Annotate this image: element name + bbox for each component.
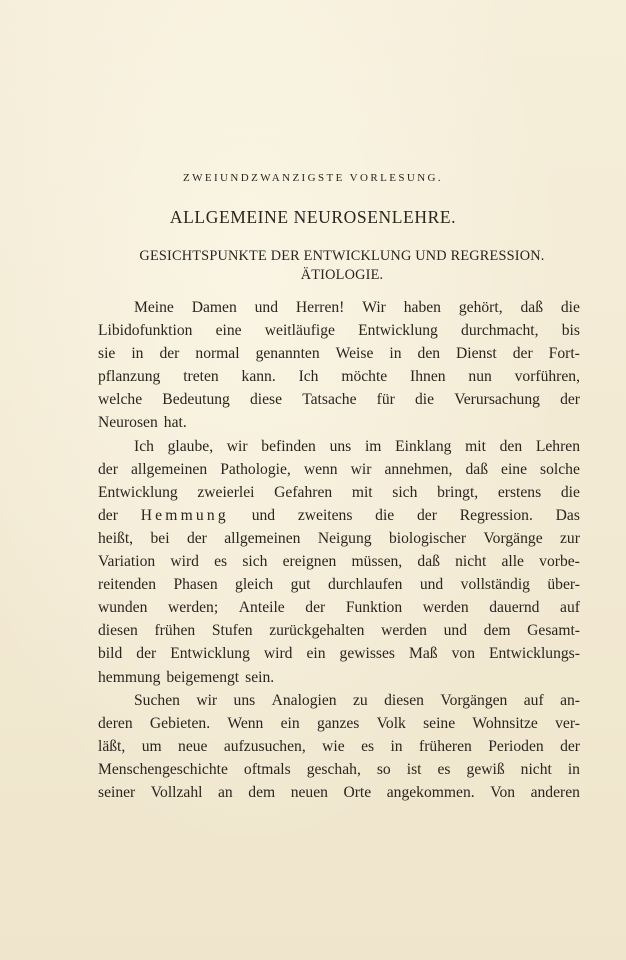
word: Fort- [548, 345, 580, 363]
word: Verursachung [454, 391, 540, 409]
word: vollständig [460, 576, 530, 594]
word: frühen [154, 622, 196, 640]
word: gut [290, 576, 311, 594]
word: erstens [497, 483, 542, 501]
word: oftmals [243, 760, 291, 778]
word: möchte [341, 368, 388, 386]
text-line [98, 319, 580, 342]
word: haben [403, 299, 441, 316]
word: Vorgänge [483, 529, 543, 547]
word: uns [233, 691, 256, 709]
word: Lehren [535, 437, 580, 455]
word: wir [350, 460, 372, 478]
word: heißt, [98, 529, 134, 547]
word: eine [215, 322, 242, 340]
word: und [251, 506, 276, 524]
word: diesen [98, 622, 138, 640]
word: nicht [520, 760, 552, 778]
text-line [98, 781, 580, 804]
word: im [364, 437, 382, 455]
word: der [98, 460, 118, 478]
word: Entwicklung [98, 483, 178, 501]
text-line [98, 296, 580, 319]
word: ist [406, 760, 422, 778]
text-line [98, 712, 580, 735]
word: treten [183, 368, 219, 386]
word: weitläufige [264, 322, 335, 340]
word: dem [483, 622, 511, 640]
text-line [98, 550, 580, 573]
text-line [98, 573, 580, 596]
word: auf [523, 691, 544, 709]
word: pflanzung [98, 368, 161, 386]
word: Phasen [173, 576, 218, 594]
word: geschah, [306, 760, 361, 778]
word: wir [226, 437, 248, 455]
word: seine [423, 714, 456, 732]
word: die [375, 506, 395, 524]
word: und [443, 622, 467, 640]
word: Bedeutung [162, 391, 230, 409]
word: welche [98, 391, 143, 409]
word: deren [98, 714, 133, 732]
word: beigemengt [166, 668, 240, 686]
word: glaube, [167, 437, 214, 455]
word: Funktion [345, 599, 403, 617]
word: von [451, 645, 475, 663]
word: dauernd [489, 599, 540, 617]
word: ganzes [316, 714, 360, 732]
text-line [98, 481, 580, 504]
word: zu [352, 691, 368, 709]
word: solche [540, 460, 580, 478]
word: Meine [134, 299, 174, 316]
word: Weise [335, 345, 374, 363]
word: Gesamt- [527, 622, 580, 640]
word: der [98, 506, 118, 524]
word: neue [178, 737, 208, 755]
word: Entwicklung [170, 645, 250, 663]
word: den [417, 345, 441, 363]
word: Perioden [488, 737, 544, 755]
word: vorbe- [539, 553, 580, 571]
text-line [98, 435, 580, 458]
word: Wohnsitze [472, 714, 538, 732]
word: der [512, 345, 533, 363]
word: ein [280, 714, 300, 732]
word: nun [468, 368, 492, 386]
word: bringt, [437, 483, 479, 501]
word: in [567, 760, 580, 778]
word: mit [351, 483, 373, 501]
chapter-subtitle: GESICHTSPUNKTE DER ENTWICKLUNG UND REGRESSION. ÄTIOLOGIE. [139, 248, 545, 283]
word: der [186, 529, 207, 547]
word: sich [392, 483, 418, 501]
text-line [98, 458, 580, 481]
word: es [437, 760, 451, 778]
word: die [560, 483, 580, 501]
word: werden; [167, 599, 219, 617]
word: Entwicklungs- [488, 645, 580, 663]
word: reitenden [98, 576, 157, 594]
word: Volk [376, 714, 406, 732]
text-line [98, 666, 580, 689]
text-line [98, 596, 580, 619]
word: und [254, 299, 279, 316]
word: Gefahren [274, 483, 333, 501]
word: bei [150, 529, 170, 547]
word: Herren! [295, 299, 345, 316]
text-line [98, 504, 580, 527]
word: zweierlei [197, 483, 255, 501]
word: vorführen, [514, 368, 580, 386]
word: Variation [98, 553, 156, 571]
word: der [136, 645, 157, 663]
word: Analogien [271, 691, 337, 709]
word: für [376, 391, 395, 409]
lecture-heading: ZWEIUNDZWANZIGSTE VORLESUNG. [182, 172, 444, 184]
word: genannten [255, 345, 320, 363]
word: daß [465, 460, 488, 478]
word: Damen [191, 299, 237, 316]
word: angekommen. [386, 783, 475, 801]
word: Orte [343, 783, 372, 801]
word: eine [501, 460, 528, 478]
word: biologischer [388, 529, 467, 547]
body-text [98, 296, 580, 804]
word: die [414, 391, 435, 409]
word: Wir [362, 299, 386, 316]
word: allgemeinen [130, 460, 208, 478]
word: gewiß [466, 760, 505, 778]
paragraph-1 [98, 296, 580, 435]
word: Ich [134, 437, 154, 455]
word: in [389, 345, 402, 363]
word: Suchen [134, 691, 180, 709]
word: so [376, 760, 391, 778]
word: aufzusuchen, [223, 737, 306, 755]
word: Von [490, 783, 516, 801]
word: annehmen, [384, 460, 453, 478]
word: daß [417, 553, 440, 571]
word: die [560, 299, 580, 316]
word: den [499, 437, 523, 455]
word: Ich [298, 368, 319, 386]
word: zweitens [297, 506, 353, 524]
word: sein. [245, 668, 275, 686]
word: Das [555, 506, 580, 524]
word: wie [322, 737, 345, 755]
word: alle [501, 553, 524, 571]
paragraph-3 [98, 689, 580, 804]
word: an- [560, 691, 580, 709]
word: Dienst [456, 345, 497, 363]
word: kann. [241, 368, 276, 386]
word: Vorgängen [440, 691, 508, 709]
word: dem [248, 783, 276, 801]
word: der [560, 391, 580, 409]
text-line [98, 735, 580, 758]
word: Anteile [238, 599, 285, 617]
word: wir [196, 691, 218, 709]
word: auf [560, 599, 580, 617]
word: Maß [409, 645, 438, 663]
word: Neigung [317, 529, 372, 547]
word: wenn [303, 460, 338, 478]
word: wird [263, 645, 293, 663]
word: bild [98, 645, 123, 663]
word: Regression. [459, 506, 533, 524]
word: läßt, [98, 737, 126, 755]
word: bis [561, 322, 580, 340]
word: durchlaufen [327, 576, 403, 594]
word: durchmacht, [461, 322, 539, 340]
word: gleich [235, 576, 274, 594]
text-line [98, 689, 580, 712]
word: Tatsache [302, 391, 357, 409]
word: diese [250, 391, 283, 409]
word: der [159, 345, 180, 363]
word: gehört, [458, 299, 503, 316]
word: der [560, 737, 580, 755]
word: Stufen [211, 622, 253, 640]
word: und [419, 576, 444, 594]
word: hemmung [98, 668, 161, 686]
word: über- [547, 576, 580, 594]
word: in [131, 345, 144, 363]
word: Entwicklung [358, 322, 438, 340]
text-line [98, 365, 580, 388]
word: werden [381, 622, 427, 640]
text-line [98, 411, 580, 434]
word: der [305, 599, 326, 617]
word: Wenn [227, 714, 264, 732]
text-line [98, 642, 580, 665]
word: seiner [98, 783, 136, 801]
word: ein [306, 645, 326, 663]
word: befinden [261, 437, 316, 455]
word: Neurosen [98, 414, 158, 432]
word: daß [520, 299, 543, 316]
word: Pathologie, [220, 460, 291, 478]
word: es [214, 553, 228, 571]
word: um [141, 737, 162, 755]
word: in [390, 737, 403, 755]
text-line [98, 342, 580, 365]
word: werden [422, 599, 469, 617]
word: ereignen [282, 553, 337, 571]
word: es [361, 737, 375, 755]
word: Einklang [395, 437, 452, 455]
word: mit [465, 437, 486, 455]
word: Menschengeschichte [98, 760, 228, 778]
word: diesen [384, 691, 424, 709]
word: uns [329, 437, 352, 455]
word: sie [98, 345, 116, 363]
text-line [98, 527, 580, 550]
paragraph-2 [98, 435, 580, 689]
word: wunden [98, 599, 148, 617]
word: anderen [530, 783, 580, 801]
word: früheren [419, 737, 472, 755]
word: allgemeinen [224, 529, 301, 547]
word: wird [170, 553, 199, 571]
word: Hemmung [140, 506, 229, 524]
word: hat. [163, 414, 187, 432]
word: müssen, [351, 553, 403, 571]
word: Vollzahl [150, 783, 203, 801]
text-line [98, 388, 580, 411]
word: zurückgehalten [269, 622, 365, 640]
chapter-title: ALLGEMEINE NEUROSENLEHRE. [169, 207, 457, 227]
word: neuen [290, 783, 328, 801]
word: sich [242, 553, 268, 571]
text-line [98, 758, 580, 781]
word: zur [560, 529, 580, 547]
text-line [98, 619, 580, 642]
word: an [218, 783, 233, 801]
word: normal [195, 345, 240, 363]
word: Ihnen [410, 368, 446, 386]
word: der [417, 506, 437, 524]
word: gewisses [339, 645, 395, 663]
word: nicht [455, 553, 487, 571]
word: Libidofunktion [98, 322, 193, 340]
word: Gebieten. [149, 714, 211, 732]
word: ver- [555, 714, 580, 732]
